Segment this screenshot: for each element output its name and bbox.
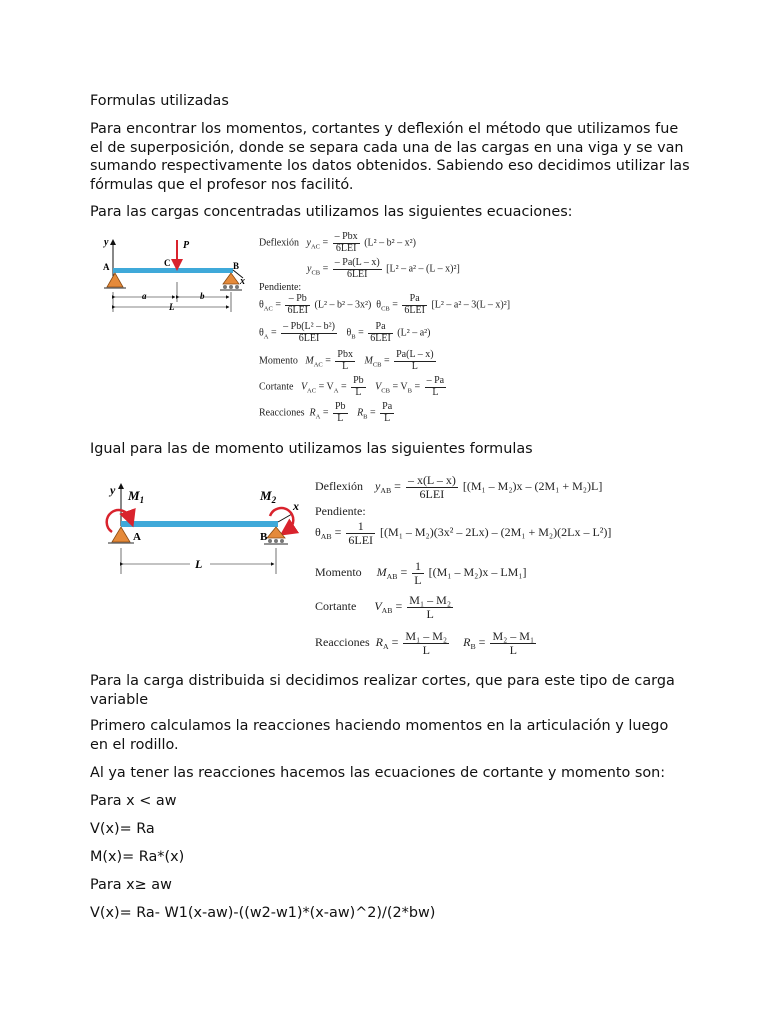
dim-b-label: b xyxy=(200,291,205,301)
slope-ac-cb-row: $\theta_{AC}$ = $\frac{- Pb}{\text{6LEI}}$ (L² – b² – 3x²) $\theta_{CB}$ = $\frac{Pa}{\text{6LEI}}$ [L² – a² – 3(L – x)²] xyxy=(259,293,511,316)
shear-row: Cortante $V_{AC} = V_A$ = $\frac{Pb}{L}$ $V_{CB} = V_B$ = $\frac{- Pa}{L}$ xyxy=(259,375,445,398)
section-heading: Formulas utilizadas xyxy=(90,93,229,109)
reactions-paragraph: Primero calculamos la reacciones haciendo momentos en la articulación y luego en el rodillo. xyxy=(90,718,669,753)
moment-intro: Igual para las de momento utilizamos las siguientes formulas xyxy=(90,441,533,457)
deflection-cb-row: $y_{CB}$ = $\frac{- Pa(L - x)}{\text{6LEI}}$ [L² – a² – (L – x)²] xyxy=(307,257,460,280)
end-moment-formulas xyxy=(315,468,655,668)
pin-support xyxy=(107,273,123,287)
x-axis xyxy=(278,514,292,522)
beam xyxy=(113,268,233,273)
shear-ab-row: Cortante $V_{AB}$ = $\frac{\text{M₁ – M₂}}{L}$ xyxy=(315,593,452,621)
point-load-formulas xyxy=(259,228,549,428)
case1-moment: M(x)= Ra*(x) xyxy=(90,849,185,865)
moment-ab-row: Momento $M_{AB}$ = $\frac{1}{L}$ [(M₁ – M₂)x – LM₁] xyxy=(315,559,527,587)
deflection-ac-row: Deflexión $y_{AC}$ = $\frac{\text{– Pbx}}{\text{6LEI}}$ (L² – b² – x²) xyxy=(259,231,416,254)
case2-label: Para x≥ aw xyxy=(90,877,172,893)
pin-support xyxy=(112,527,130,542)
moment-row: Momento $M_{AC}$ = $\frac{\text{Pbx}}{L}$ $M_{CB}$ = $\frac{Pa(L - x)}{L}$ xyxy=(259,349,434,372)
point-a-label: A xyxy=(133,531,141,543)
y-axis-label: y xyxy=(104,237,109,248)
beam-end-moments-diagram xyxy=(100,478,310,578)
beam xyxy=(121,521,278,527)
reactions-ab-row: Reacciones $R_A$ = $\frac{\text{M₁ – M₂}}{L}$ $R_B$ = $\frac{\text{M₂ – M₁}}{L}$ xyxy=(315,629,535,657)
point-a-label: A xyxy=(103,262,110,272)
equations-intro: Al ya tener las reacciones hacemos las ecuaciones de cortante y momento son: xyxy=(90,765,666,781)
distributed-intro: Para la carga distribuida si decidimos realizar cortes, que para este tipo de carga variable xyxy=(90,673,675,708)
point-b-label: B xyxy=(233,261,240,271)
y-axis-label: y xyxy=(110,483,116,497)
dim-a-label: a xyxy=(142,291,147,301)
load-label: P xyxy=(183,240,190,251)
concentrated-intro: Para las cargas concentradas utilizamos las siguientes ecuaciones: xyxy=(90,204,573,220)
point-c-label: C xyxy=(164,258,171,268)
slope-a-b-row: $\theta_A$ = $\frac{\text{– Pb(L² – b²)}}{\text{6LEI}}$ $\theta_B$ = $\frac{Pa}{\text{6LEI}}$ (L² – a²) xyxy=(259,321,431,344)
moment-m2-label: $M_2$ xyxy=(260,488,277,505)
dim-l-label: L xyxy=(169,302,175,312)
roller-support xyxy=(223,273,239,284)
slope-label: Pendiente: xyxy=(315,504,366,518)
x-axis-label: x xyxy=(240,276,245,287)
reactions-row: Reacciones $R_A$ = $\frac{Pb}{L}$ $R_B$ = $\frac{Pa}{L}$ xyxy=(259,401,393,424)
point-b-label: B xyxy=(260,531,268,543)
slope-ab-row: $\theta_{AB}$ = $\frac{1}{\text{6LEI}}$ [(M₁ – M₂)(3x² – 2Lx) – (2M₁ + M₂)(2Lx – L²)] xyxy=(315,519,612,547)
case2-shear: V(x)= Ra- W1(x-aw)-((w2-w1)*(x-aw)^2)/(2*bw) xyxy=(90,905,436,921)
deflection-ab-row: Deflexión $y_{AB}$ = $\frac{- x(L - x)}{\text{6LEI}}$ [(M₁ – M₂)x – (2M₁ + M₂)L] xyxy=(315,473,603,501)
intro-paragraph: Para encontrar los momentos, cortantes y deflexión el método que utilizamos fue el de superposición, donde se separa cada una de las cargas en una viga y se van sumando respectivamente los datos obtenidos. Sabiendo eso decidimos utilizar las fórmulas que el profesor nos facilitó. xyxy=(90,121,690,193)
dim-l-label: L xyxy=(195,557,203,571)
case1-shear: V(x)= Ra xyxy=(90,821,155,837)
beam-point-load-diagram xyxy=(100,232,250,322)
slope-label: Pendiente: xyxy=(259,282,302,293)
moment-m1-label: $M_1$ xyxy=(128,488,145,505)
roller-support xyxy=(267,527,285,538)
x-axis-label: x xyxy=(293,499,299,513)
case1-label: Para x < aw xyxy=(90,793,177,809)
